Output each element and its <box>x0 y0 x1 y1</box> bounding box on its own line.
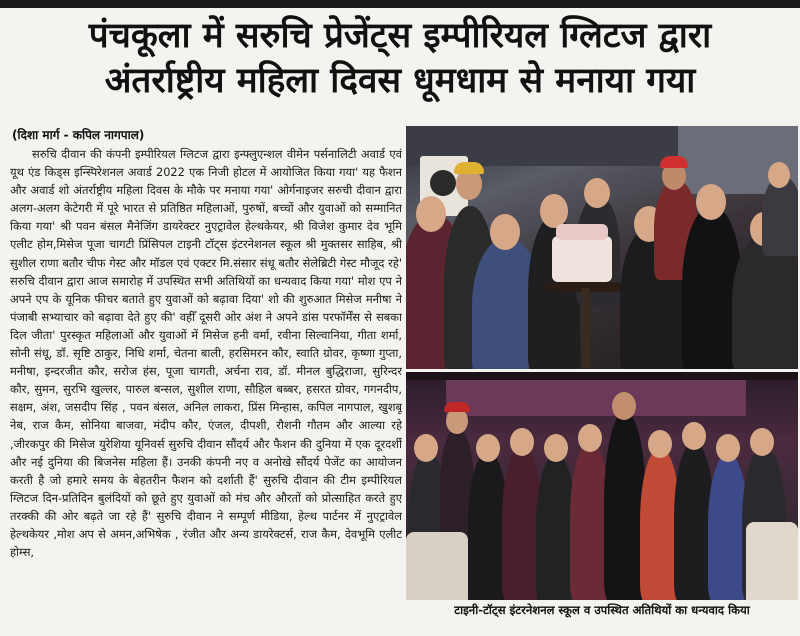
photo-caption: टाइनी-टॉट्स इंटरनेशनल स्कूल व उपस्थित अतिथियों का धन्यवाद किया <box>454 603 750 617</box>
headline <box>12 14 788 104</box>
headline-line-2: अंतर्राष्ट्रीय महिला दिवस धूमधाम से मनाया गया <box>104 61 696 101</box>
top-border <box>0 0 800 8</box>
article-body <box>10 145 402 633</box>
event-photo-cake-cutting <box>406 126 798 369</box>
byline: (दिशा मार्ग - कपिल नागपाल) <box>12 128 145 142</box>
headline-line-1: पंचकूला में सरुचि प्रेजेंट्स इम्पीरियल ग्लिटज द्वारा <box>88 16 712 56</box>
event-photo-group-awards <box>406 372 798 600</box>
article-paragraph: सरुचि दीवान की कंपनी इम्पीरियल ग्लिटज द्वारा इन्फ्लुएन्शल वीमेन पर्सनालिटी अवार्ड एवं यूथ एंड किड्स इन्स्पिरेशनल अवार्ड 2022 एक निजी होटल में आयोजित किया गया' यह फैशन और अवार्ड शो अंतर्राष्ट्रीय महिला दिवस के मौके पर मनाया गया' ओर्गनाइजर सरुची दीवान द्वारा अलग-अलग केटेगरी में पूरे भारत से प्रतिष्ठित महिलाओं, पुरुषों, बच्चों और युवाओं को सम्मानित किया गया' श्री पवन बंसल मैनेजिंग डायरेक्टर नुएट्रावेल हेल्थकेयर, श्री विजेश कुमार देव भूमि एलीट होम,मिसेज पूजा चागटी प्रिंसिपल टाइनी टॉट्स इंटरनेशनल स्कूल श्री मुक्तसर साहिब, श्री सुशील राणा बतौर चीफ गेस्ट और मॉडल एवं एक्टर मि.संसार संधू बतौर सेलेब्रिटी गेस्ट मौजूद रहे' सरुचि दीवान द्वारा आज समारोह में उपस्थित सभी अतिथियों का धन्यवाद किया गया' मोश एप ने अपने एप के यूनिक फीचर बताते हुए युवाओं को बढ़ावा दिया' शो की शुरुआत मिसेज मनीषा ने पंजाबी सभ्याचार को बढ़ावा देते हुए की' वहीँ दूसरी ओर अंश ने अपने डांस परफॉर्मेंस से सबका दिल जीता' पुरस्कृत महिलाओं और युवाओं में मिसेज हनी वर्मा, रवीना सिल्वानिया, गीता शर्मा, सोनी संधू, डॉ. सृष्टि ठाकुर, निधि शर्मा, चेतना बाली, हरसिमरन कौर, स्वाति ग्रोवर, कृष्णा गुप्ता, मनीषा, इन्दरजीत कौर, सरोज हंस, पूजा चागती, अर्चना राव, डॉ. मीनल बुद्धिराजा, सुरिन्दर कौर, सुमन, सुरभि खुल्लर, पारुल बन्सल, सुशील राणा, सौहिल बब्बर, हसरत ग्रोवर, गगनदीप, सक्षम, अंश, जसदीप सिंह , पवन बंसल, अनिल लाकरा, प्रिंस मिन्हास, कपिल नागपाल, खुशबू नेब, राज कैम, सोनिया बाजवा, मंदीप कौर, एंजल, दीपशी, रौशनी गौतम और आल्या रहे ,जीरकपुर की मिसेज युरेशिया यूनिवर्स सुरुचि दीवान सौंदर्य और फैशन की दुनिया में एक दूरदर्शी और नई दुनिया की बिजनेस महिला हैं। उनकी कंपनी नए व अनोखे सौंदर्य पेजेंट का आयोजन करती है जो हमारे समय के बेहतरीन फैशन को दर्शाती हैं' सुरुचि दीवान की टीम इम्पीरियल ग्लिटज दिन-प्रतिदिन बुलंदियों को छूते हुए युवाओं को मंच और औरतों को प्रोत्साहित करते हुए तरक्की की ओर बढ़ते जा रहे हैं' सुरुचि दीवान ने सम्पूर्ण मीडिया, हेल्थ पार्टनर में नुएट्रावेल हेल्थकेयर ,मोश अप से अमन,अभिषेक , रंजीत और अन्य डायरेक्टर्स, राज कैम, देवभूमि एलीट होम्स, <box>10 147 402 560</box>
